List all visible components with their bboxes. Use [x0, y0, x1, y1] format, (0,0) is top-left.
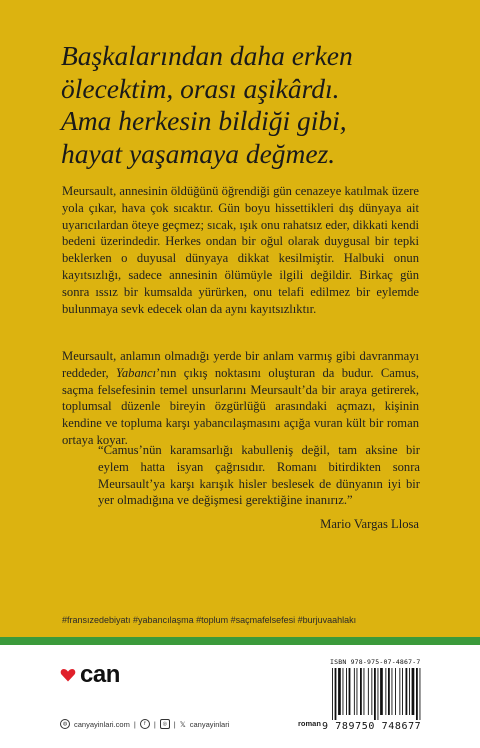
barcode-bar — [346, 668, 347, 715]
barcode-number: 9 789750 748677 — [322, 721, 422, 732]
barcode-bar — [385, 668, 386, 715]
isbn: ISBN 978-975-07-4867-7 — [330, 658, 421, 666]
book-title-inline: Yabancı — [116, 365, 157, 380]
barcode-bar — [343, 668, 344, 715]
genre-label: roman — [298, 719, 321, 728]
barcode-bar — [406, 668, 408, 715]
facebook-icon[interactable]: f — [140, 719, 150, 729]
publisher-logo — [60, 663, 120, 687]
barcode-bar — [416, 668, 418, 720]
barcode-bar — [360, 668, 362, 715]
barcode-bar — [364, 668, 365, 715]
barcode-bar — [380, 668, 383, 715]
barcode-bar — [368, 668, 369, 715]
synopsis-paragraph-2 — [62, 348, 419, 449]
barcode-bar — [349, 668, 351, 715]
barcode-bar — [402, 668, 403, 715]
publisher-footer — [60, 719, 229, 729]
instagram-icon[interactable]: ◎ — [160, 719, 170, 729]
review-attribution: Mario Vargas Llosa — [320, 517, 419, 531]
barcode-bar — [420, 668, 421, 720]
quote-line: Ama herkesin bildiği gibi, — [61, 105, 347, 136]
paragraph-2-text: Meursault, anlamın olmadığı yerde bir anlam varmış gibi davranmayı reddeder, — [62, 349, 419, 380]
quote-line: hayat yaşamaya değmez. — [61, 137, 336, 169]
hashtags: #fransızedebiyatı #yabancılaşma #toplum #saçmafelsefesi #burjuvaahlakı — [62, 615, 357, 625]
separator: | — [153, 719, 156, 729]
barcode-bar — [332, 668, 333, 720]
barcode-bar — [409, 668, 410, 715]
separator: | — [133, 719, 136, 729]
logo-text: can — [80, 661, 120, 688]
globe-icon: ◍ — [60, 719, 70, 729]
barcode-bar — [388, 668, 390, 715]
barcode-bar — [338, 668, 341, 715]
x-icon[interactable]: 𝕏 — [179, 719, 186, 729]
barcode-bar — [371, 668, 372, 715]
website-link[interactable]: canyayinlari.com — [74, 719, 130, 729]
social-handle[interactable]: canyayinlari — [189, 719, 230, 729]
quote-line: Başkalarından daha erken — [61, 40, 353, 71]
quote-line: ölecektim, orası aşikârdı. — [61, 72, 340, 104]
barcode-bar — [378, 668, 379, 720]
cover-quote — [61, 40, 441, 170]
paragraph-2-text: ’nın çıkış noktasını oluşturan da budur. Camus, saçma felsefesinin temel unsurlarını Meursault’da bir araya getirerek, toplumsal düzenle bireyin özgürlüğü arasındaki açmazı, kişinin kendine ve topluma karşı yabancılaşmasını açığa vuran kült bir roman ortaya koyar. — [62, 365, 419, 447]
green-band — [0, 637, 480, 645]
barcode-icon — [330, 668, 422, 720]
barcode-bar — [335, 668, 337, 720]
heart-icon — [60, 667, 76, 683]
barcode-bar — [412, 668, 415, 715]
barcode-bar — [399, 668, 400, 715]
barcode-bar — [392, 668, 393, 715]
synopsis-paragraph-1: Meursault, annesinin öldüğünü öğrendiği gün cenazeye katılmak üzere yola çıkar, hava çok sıcaktır. Gün boyu hissettikleri dış dünyaya ait uyarıcılardan öteye geçmez; sıcak, ışık onu rahatsız eder, dikkati kendi bedeni üzerindedir. Herkes ondan bir oğul olarak duygusal bir tepki beklerken o duyusal dünyaya dikkat kesilmiştir. Halbuki onun kayıtsızlığı, sadece annesinin ölümüyle ilgili değildir. Birkaç gün sonra ıssız bir kumsalda yürürken, onu telafi edilmez bir eylemde bulunmaya sevk edecek olan da aynı kayıtsızlıktır. — [62, 184, 419, 316]
review-quote: “Camus’nün karamsarlığı kabulleniş değil, tam aksine bir eylem hatta isyan çağrısıdır. Romanı bitirdikten sonra Meursault’ya karşı karışık hisler beslesek de dünyanın iyi bir yer olmadığına ve değişmesi gerektiğine inanırız.” — [98, 443, 420, 508]
separator: | — [173, 719, 176, 729]
barcode-bar — [354, 668, 355, 715]
barcode-bar — [374, 668, 376, 720]
barcode-bar — [395, 668, 396, 715]
barcode-bar — [357, 668, 358, 715]
